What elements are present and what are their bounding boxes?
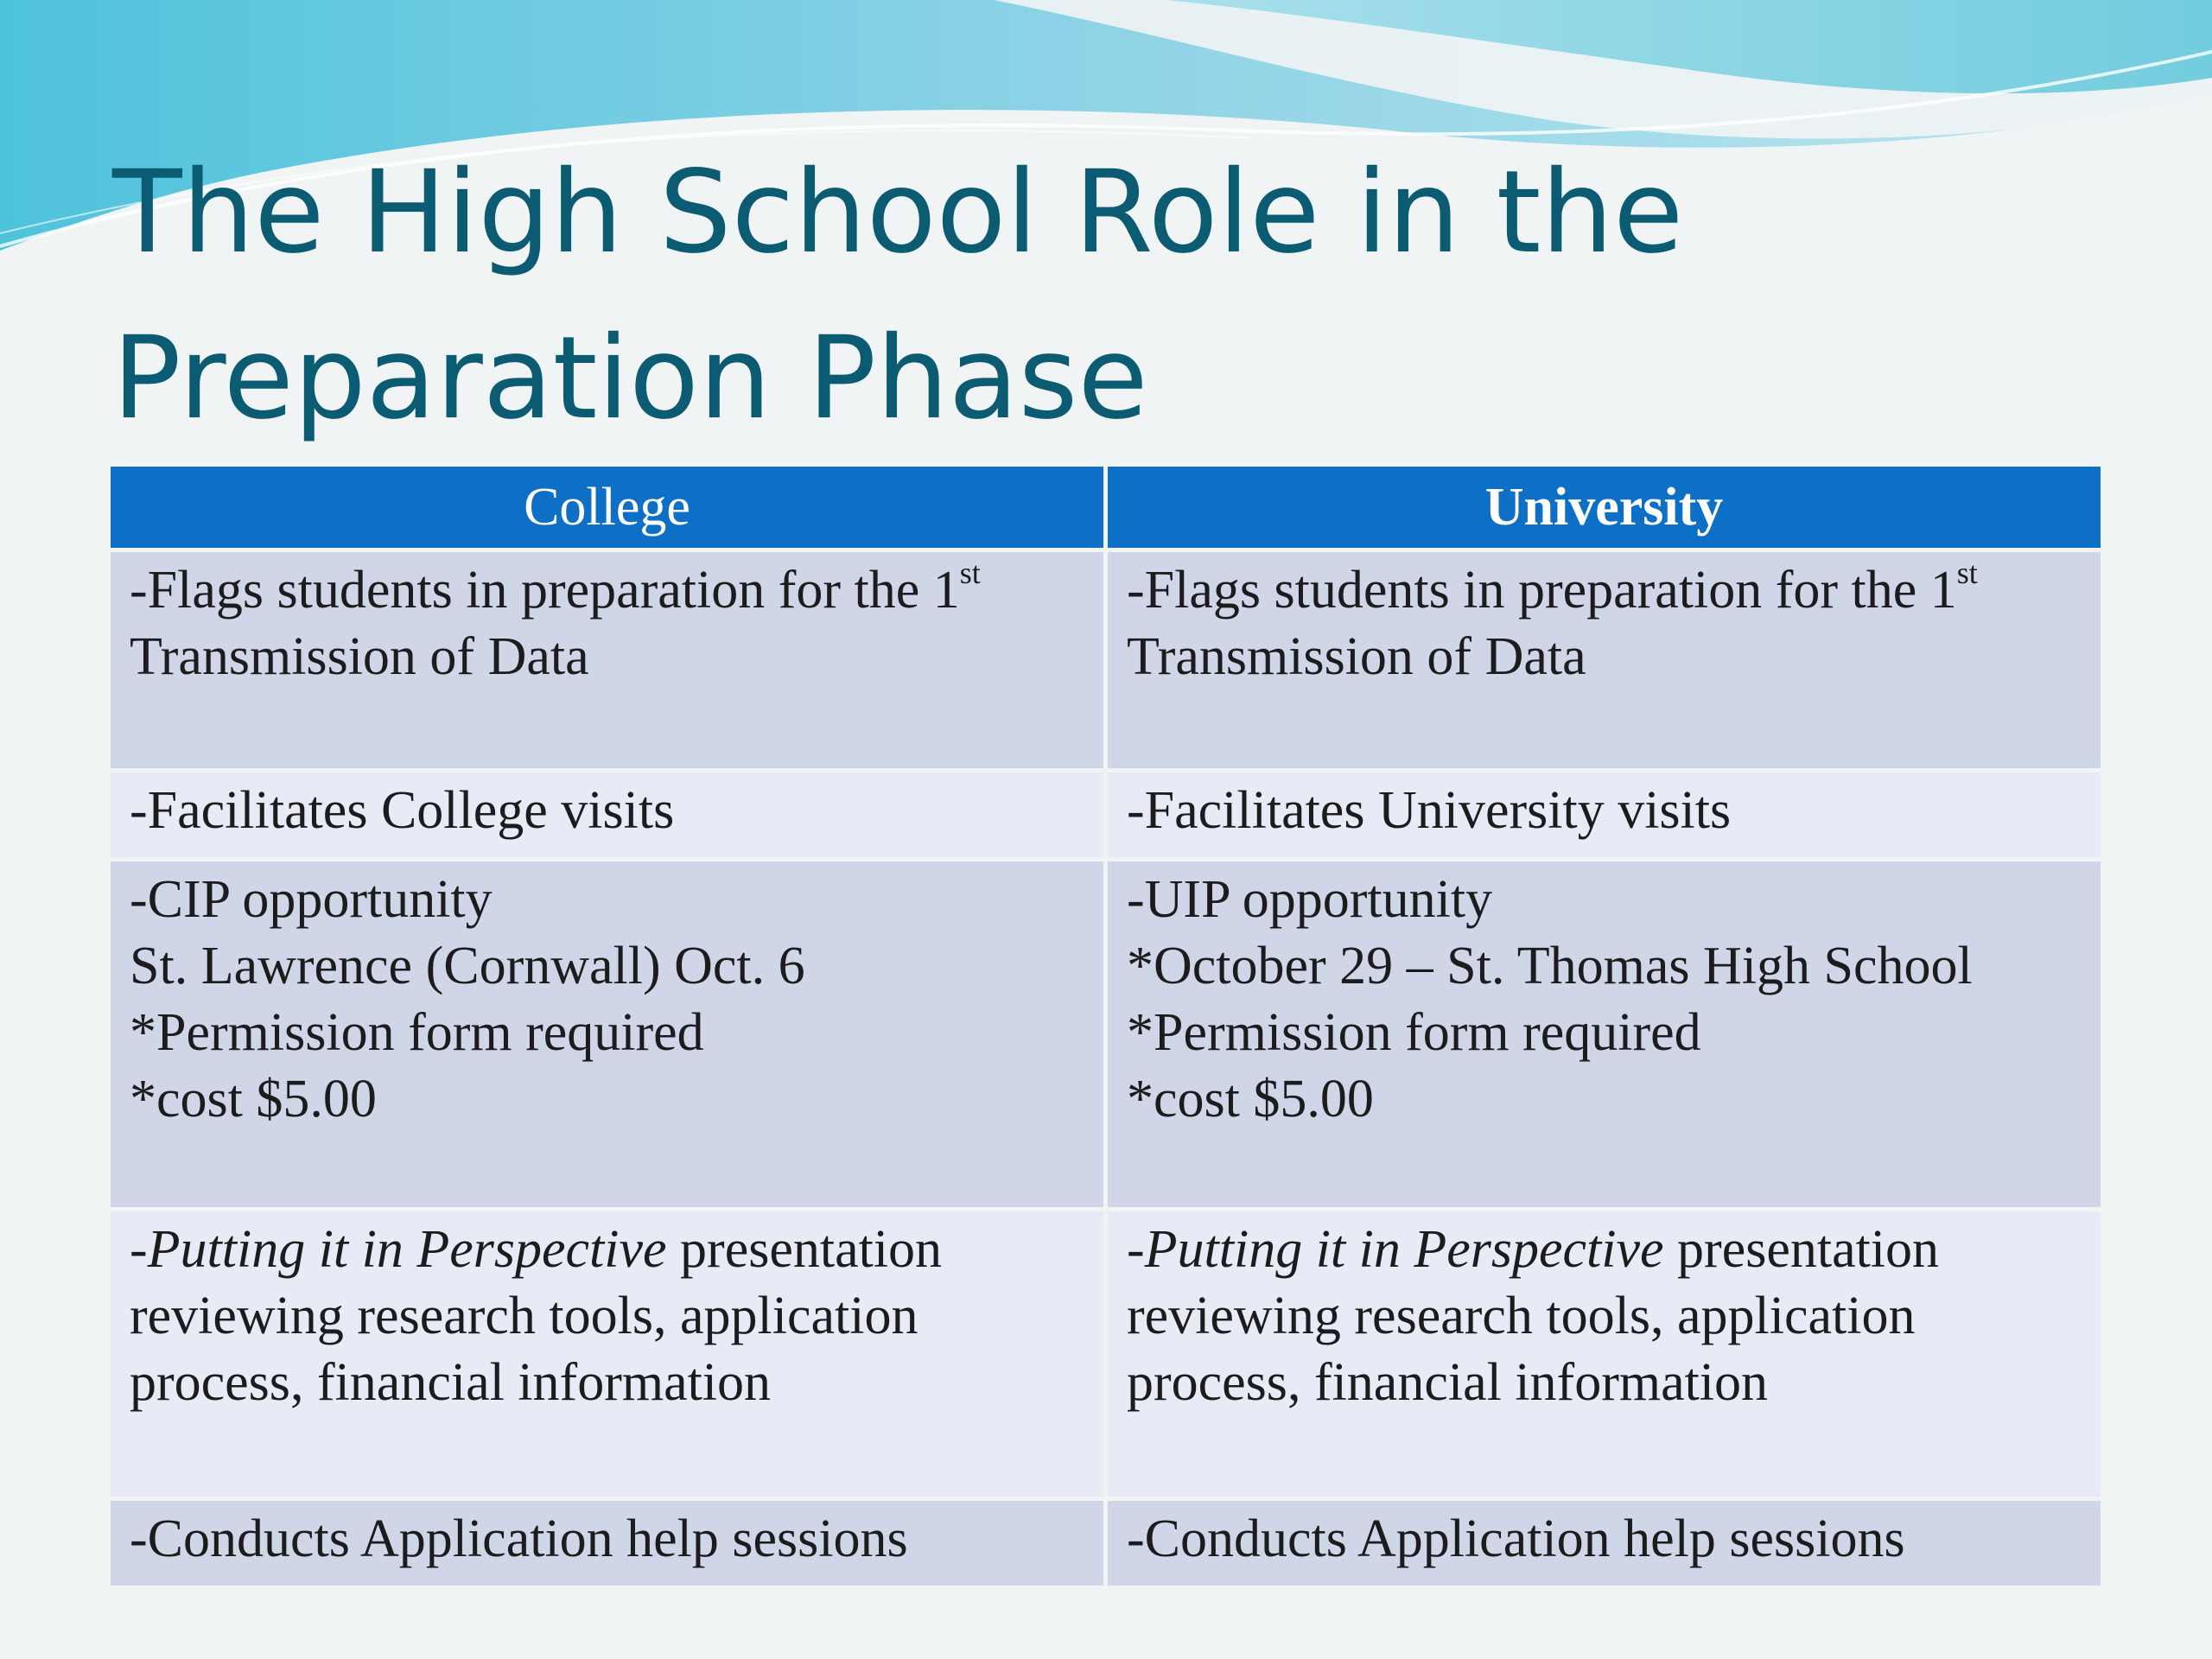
university-flags-cell [1108,552,2101,768]
college-flags-line2: Transmission of Data [130,627,589,686]
table-row [111,1211,2101,1497]
university-column-header: University [1108,467,2101,548]
college-opportunity-line-3: *Permission form required [130,1003,704,1062]
university-opportunity-line-3: *Permission form required [1127,1003,1701,1062]
college-perspective-line2: reviewing research tools, application [130,1287,918,1345]
college-visits-cell: -Facilitates College visits [111,772,1103,857]
table-row [111,861,2101,1207]
university-perspective-line2: reviewing research tools, application [1127,1287,1916,1345]
college-help-cell: -Conducts Application help sessions [111,1501,1103,1586]
university-opportunity-line-4: *cost $5.00 [1127,1070,1374,1128]
table-header-row [111,467,2101,548]
college-opportunity-line-4: *cost $5.00 [130,1070,377,1128]
college-column-header: College [111,467,1103,548]
university-opportunity-line-2: *October 29 – St. Thomas High School [1127,937,1973,995]
university-visits-cell: -Facilitates University visits [1108,772,2101,857]
university-perspective-cell [1108,1211,2101,1497]
title-line-1: The High School Role in the [112,146,1684,279]
comparison-table [106,462,2105,1590]
college-perspective-rest: presentation [666,1220,943,1279]
university-flags-sup: st [1956,556,1978,591]
university-flags-line2: Transmission of Data [1127,627,1586,686]
title-line-2: Preparation Phase [112,312,1148,445]
college-opportunity-line-1: -CIP opportunity [130,870,493,929]
college-flags-sup: st [959,556,981,591]
college-flags-text: -Flags students in preparation for the 1 [130,561,960,620]
table-row [111,1501,2101,1586]
college-flags-cell [111,552,1103,768]
college-opportunity-cell [111,861,1103,1207]
slide-title [112,130,2100,461]
university-flags-text: -Flags students in preparation for the 1 [1127,561,1957,620]
university-opportunity-line-1: -UIP opportunity [1127,870,1493,929]
table-row [111,772,2101,857]
university-help-cell: -Conducts Application help sessions [1108,1501,2101,1586]
university-perspective-rest: presentation [1663,1220,1940,1279]
college-opportunity-line-2: St. Lawrence (Cornwall) Oct. 6 [130,937,805,995]
university-opportunity-cell [1108,861,2101,1207]
comparison-table-container [111,467,2101,1586]
college-perspective-italic: -Putting it in Perspective [130,1220,667,1279]
university-perspective-italic: -Putting it in Perspective [1127,1220,1664,1279]
university-perspective-line3: process, financial information [1127,1353,1769,1412]
college-perspective-cell [111,1211,1103,1497]
table-row [111,552,2101,768]
college-perspective-line3: process, financial information [130,1353,772,1412]
